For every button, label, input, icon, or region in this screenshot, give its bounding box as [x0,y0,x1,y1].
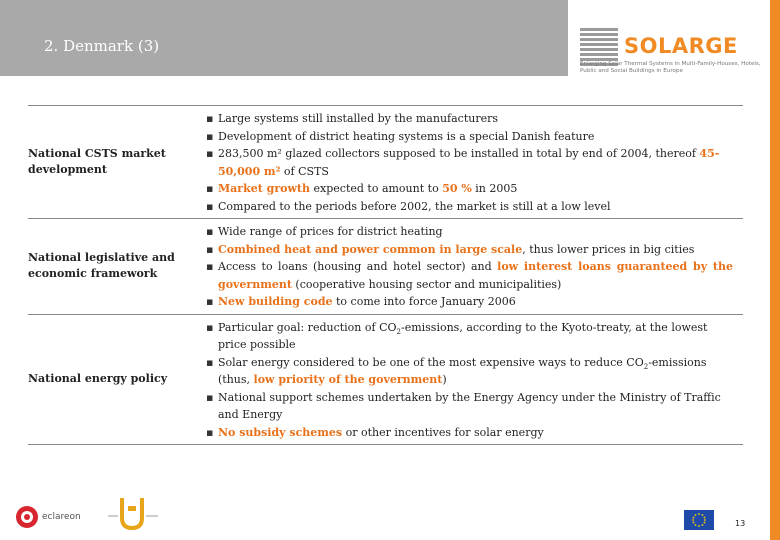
bullet-text: Solar energy considered to be one of the most expensive ways to reduce CO [218,355,644,369]
bullet-text: or other incentives for solar energy [342,425,544,439]
bullet-item [206,258,733,293]
bullet-highlight: No subsidy schemes [218,425,343,439]
bullet-text: Access to loans (housing and hotel sector) and [218,260,498,273]
row-legislative-framework [28,219,743,315]
row-label: National energy policy [28,372,168,386]
bullet-highlight: Market growth [218,182,311,195]
eclareon-swirl-icon [14,504,40,530]
bullet-item [206,180,733,198]
bullet-text: to come into force January 2006 [332,295,516,308]
bullet-text: expected to amount to [310,182,443,195]
bullet-item [206,128,733,146]
bullet-text: Development of district heating systems is a special Danish feature [218,129,595,143]
bullet-item [206,241,733,259]
bullet-text: , thus lower prices in big cities [522,242,695,256]
bullet-item [206,424,733,442]
eclareon-logo [14,504,104,532]
university-logo [108,496,158,534]
subscript: 2 [643,362,649,371]
bullet-item [206,389,733,424]
bullet-highlight: low interest loans guaranteed by the government [218,260,733,291]
row-body [206,106,743,218]
university-emblem-icon [108,496,158,534]
bullet-text: Wide range of prices for district heating [218,225,443,238]
bullet-text: of CSTS [280,164,329,178]
bullet-highlight: New building code [218,295,333,308]
bullet-item [206,293,733,311]
subscript: 2 [396,327,401,336]
page-number: 13 [735,519,746,528]
bullet-item [206,110,733,128]
row-body [206,219,743,314]
bullet-item [206,198,733,216]
bullet-item [206,145,733,180]
bullet-highlight: low priority of the government [253,373,443,386]
bullet-text: National support schemes undertaken by the Energy Agency under the Ministry of Traffic and Energy [218,390,721,421]
solarge-logo [580,28,760,84]
bullet-text: -emissions (thus, [218,355,707,386]
accent-bar [770,0,780,540]
bullet-text: 283,500 m² glazed collectors supposed to be installed in total by end of 2004, thereof [218,147,700,160]
eu-stars-icon [684,510,714,530]
bullet-text: Compared to the periods before 2002, the market is still at a low level [218,199,611,213]
eu-flag-icon [684,510,714,530]
bullet-item [206,354,733,389]
bullet-text: (cooperative housing sector and municipalities) [291,277,562,291]
bullet-highlight: Combined heat and power common in large scale [218,242,523,256]
logo-name: SOLARGE [624,34,738,58]
bullet-text: -emissions, according to the Kyoto-treaty, at the lowest price possible [218,320,708,351]
bullet-highlight: 50 % [442,182,472,195]
bullet-item [206,223,733,241]
bullet-text: ) [442,373,447,386]
bullet-text: Large systems still installed by the manufacturers [218,112,498,125]
eclareon-logo-text: eclareon [42,512,81,522]
row-market-development [28,105,743,219]
bullet-highlight: 45-50,000 m² [218,147,720,178]
bullet-text: Particular goal: reduction of CO [218,320,397,334]
row-body [206,315,743,445]
bullet-text: in 2005 [471,182,518,195]
logo-tagline: Enlarging Solar Thermal Systems in Multi-Family-Houses, Hotels, Public and Social Buildings in Europe [580,61,761,74]
row-label: National CSTS market development [28,147,166,176]
row-label: National legislative and economic framework [28,251,175,281]
bullet-item [206,319,733,354]
content-table [28,105,743,445]
row-energy-policy [28,315,743,446]
page-title: 2. Denmark (3) [44,37,160,55]
header-band [0,0,568,76]
